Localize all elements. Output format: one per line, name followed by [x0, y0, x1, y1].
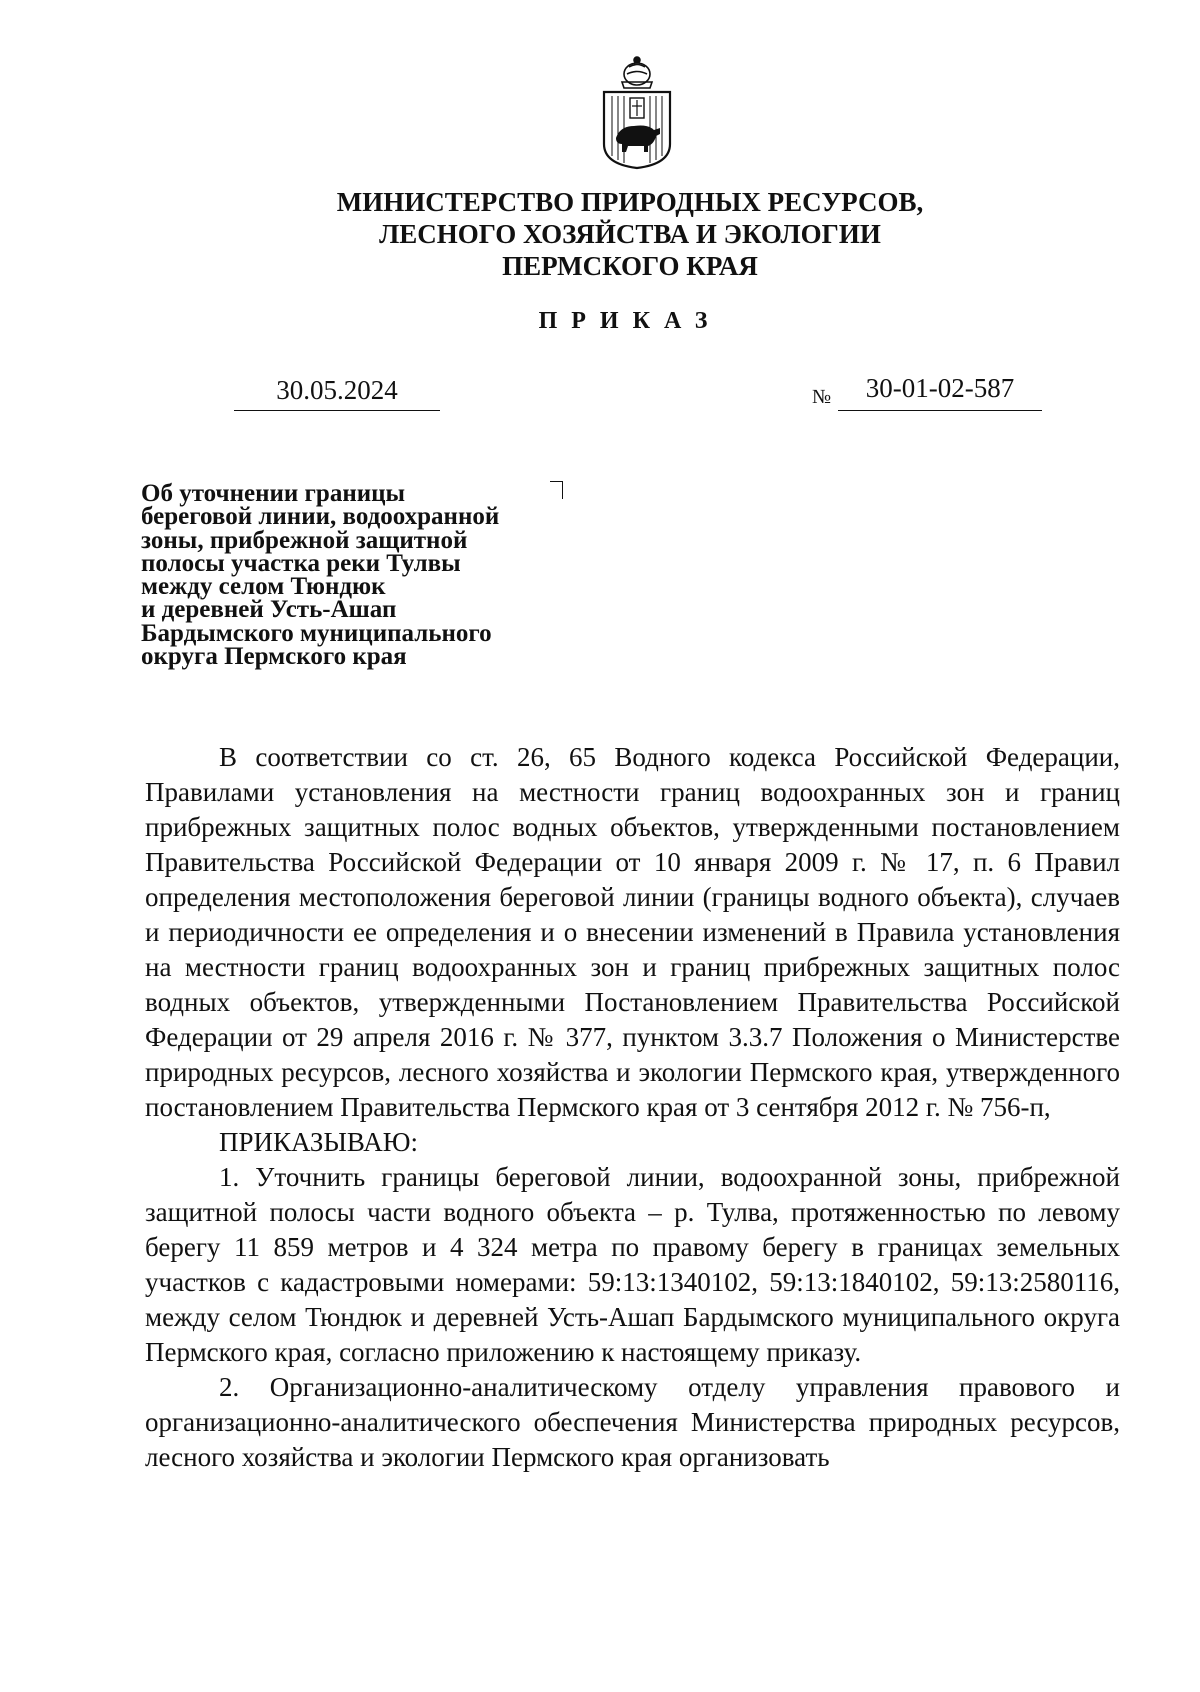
subject-corner-mark [550, 481, 563, 499]
subject-line: Об уточнении границы [141, 480, 406, 507]
ministry-line: МИНИСТЕРСТВО ПРИРОДНЫХ РЕСУРСОВ, [336, 187, 924, 217]
order-item-1: 1. Уточнить границы береговой линии, водоохранной зоны, прибрежной защитной полосы части водного объекта – р. Тулва, протяженностью по левому берегу 11 859 метров и 4 324 метра по правому берегу в границах земельных участков с кадастровыми номерами: 59:13:1340102, 59:13:1840102, 59:13:2580116, между селом Тюндюк и деревней Усть-Ашап Бардымского муниципального округа Пермского края, согласно приложению к настоящему приказу. [145, 1162, 1120, 1367]
preamble-paragraph: В соответствии со ст. 26, 65 Водного кодекса Российской Федерации, Правилами установления на местности границ водоохранных зон и границ прибрежных защитных полос водных объектов, утвержденными постановлением Правительства Российской Федерации от 10 января 2009 г. № 17, п. 6 Правил определения местоположения береговой линии (границы водного объекта), случаев и периодичности ее определения и о внесении изменений в Правила установления на местности границ водоохранных зон и границ прибрежных защитных полос водных объектов, утвержденными Постановлением Правительства Российской Федерации от 29 апреля 2016 г. № 377, пунктом 3.3.7 Положения о Министерстве природных ресурсов, лесного хозяйства и экологии Пермского края, утвержденного постановлением Правительства Пермского края от 3 сентября 2012 г. № 756-п, [145, 742, 1120, 1122]
subject-line: зоны, прибрежной защитной [141, 526, 468, 554]
ministry-name [200, 186, 1060, 282]
subject-line: и деревней Усть-Ашап [141, 596, 397, 624]
document-subject [141, 480, 561, 671]
document-body [145, 740, 1120, 1475]
perm-krai-coat-of-arms-icon [592, 52, 682, 170]
subject-line: округа Пермского края [141, 643, 407, 671]
document-type: ПРИКАЗ [538, 308, 722, 334]
document-date: 30.05.2024 [234, 372, 440, 411]
subject-line: полосы участка реки Тулвы [141, 549, 461, 577]
order-word: ПРИКАЗЫВАЮ: [219, 1127, 418, 1157]
order-item-2: 2. Организационно-аналитическому отделу управления правового и организационно-аналитического обеспечения Министерства природных ресурсов, лесного хозяйства и экологии Пермского края организовать [145, 1372, 1120, 1472]
ministry-line: ЛЕСНОГО ХОЗЯЙСТВА И ЭКОЛОГИИ [379, 219, 881, 249]
ministry-line: ПЕРМСКОГО КРАЯ [502, 251, 758, 281]
subject-line: между селом Тюндюк [141, 573, 386, 601]
number-sign: № [812, 386, 832, 408]
subject-line: Бардымского муниципального [141, 619, 492, 647]
document-number: 30-01-02-587 [838, 370, 1042, 411]
subject-line: береговой линии, водоохранной [141, 503, 500, 531]
